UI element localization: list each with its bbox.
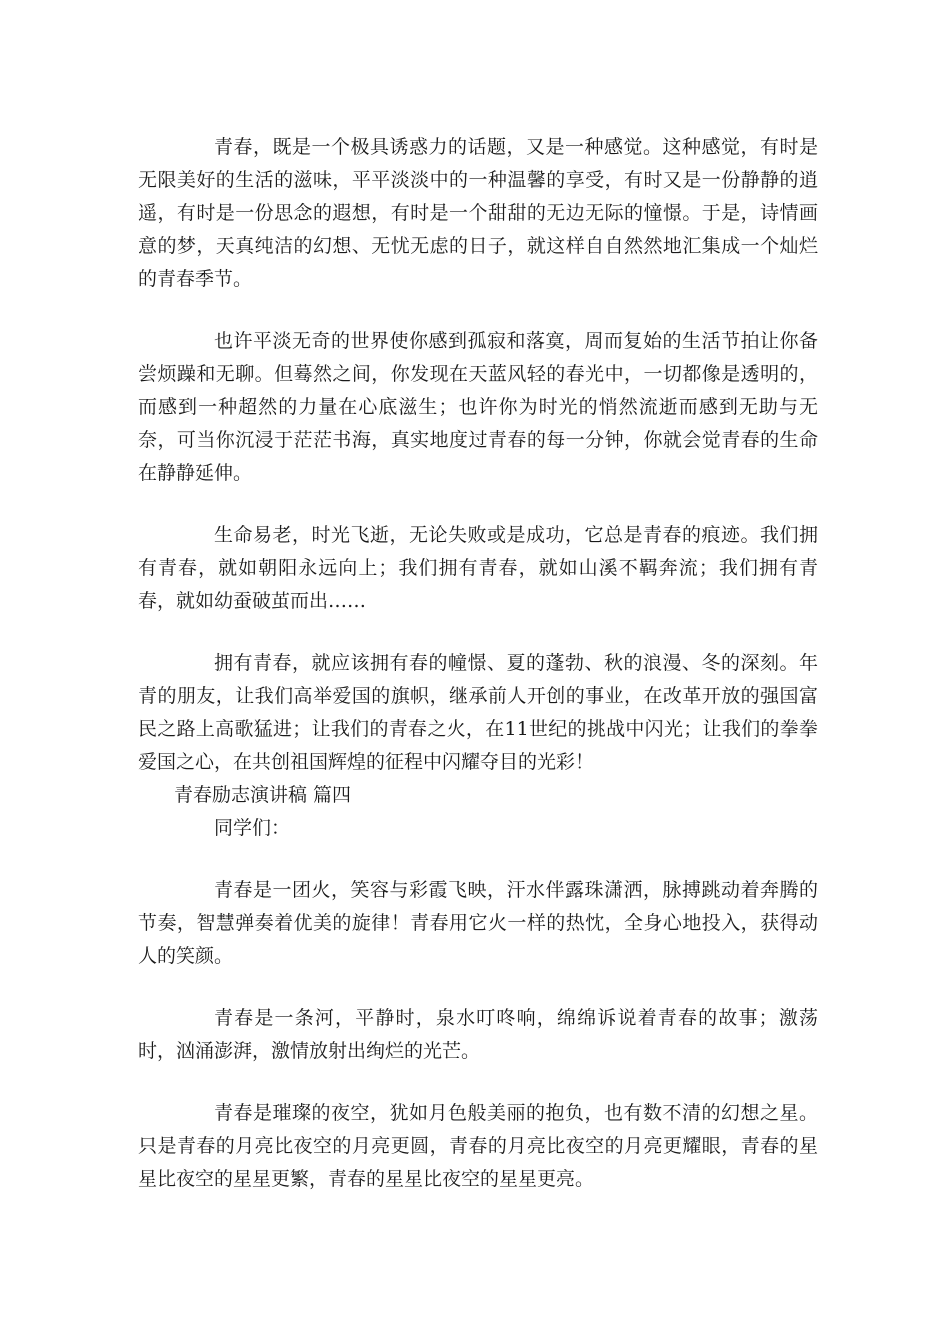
section-heading: 青春励志演讲稿 篇四 [174, 784, 352, 806]
paragraph-life-easily-ages: 生命易老，时光飞逝，无论失败或是成功，它总是青春的痕迹。我们拥有青春，就如朝阳永远向上；我们拥有青春，就如山溪不羁奔流；我们拥有青春，就如幼蚕破茧而出…… [138, 524, 818, 612]
paragraph-youth-feeling: 青春，既是一个极具诱惑力的话题，又是一种感觉。这种感觉，有时是无限美好的生活的滋味，平平淡淡中的一种温馨的享受，有时又是一份静静的逍遥，有时是一份思念的遐想，有时是一个甜甜的无边无际的憧憬。于是，诗情画意的梦，天真纯洁的幻想、无忧无虑的日子，就这样自自然然地汇集成一个灿烂的青春季节。 [138, 136, 818, 290]
paragraph-plain-world: 也许平淡无奇的世界使你感到孤寂和落寞，周而复始的生活节拍让你备尝烦躁和无聊。但蓦然之间，你发现在天蓝风轻的春光中，一切都像是透明的，而感到一种超然的力量在心底滋生；也许你为时光的悄然流逝而感到无助与无奈，可当你沉浸于茫茫书海，真实地度过青春的每一分钟，你就会觉青春的生命在静静延伸。 [138, 330, 818, 484]
paragraph-own-youth: 拥有青春，就应该拥有春的幢憬、夏的蓬勃、秋的浪漫、冬的深刻。年青的朋友，让我们高举爱国的旗帜，继承前人开创的事业，在改革开放的强国富民之路上高歌猛进；让我们的青春之火，在11世纪的挑战中闪光；让我们的拳拳爱国之心，在共创祖国辉煌的征程中闪耀夺目的光彩！ [138, 652, 818, 773]
paragraph-youth-night-sky: 青春是璀璨的夜空，犹如月色般美丽的抱负，也有数不清的幻想之星。只是青春的月亮比夜空的月亮更圆，青春的月亮比夜空的月亮更耀眼，青春的星星比夜空的星星更繁，青春的星星比夜空的星星更亮。 [138, 1102, 818, 1190]
document-body [138, 131, 818, 1196]
paragraph-youth-fire: 青春是一团火，笑容与彩霞飞映，汗水伴露珠潇洒，脉搏跳动着奔腾的节奏，智慧弹奏着优美的旋律！青春用它火一样的热忱，全身心地投入，获得动人的笑颜。 [138, 879, 818, 967]
salutation: 同学们： [214, 817, 291, 839]
paragraph-youth-river: 青春是一条河，平静时，泉水叮咚响，绵绵诉说着青春的故事；激荡时，汹涌澎湃，激情放射出绚烂的光芒。 [138, 1007, 818, 1062]
